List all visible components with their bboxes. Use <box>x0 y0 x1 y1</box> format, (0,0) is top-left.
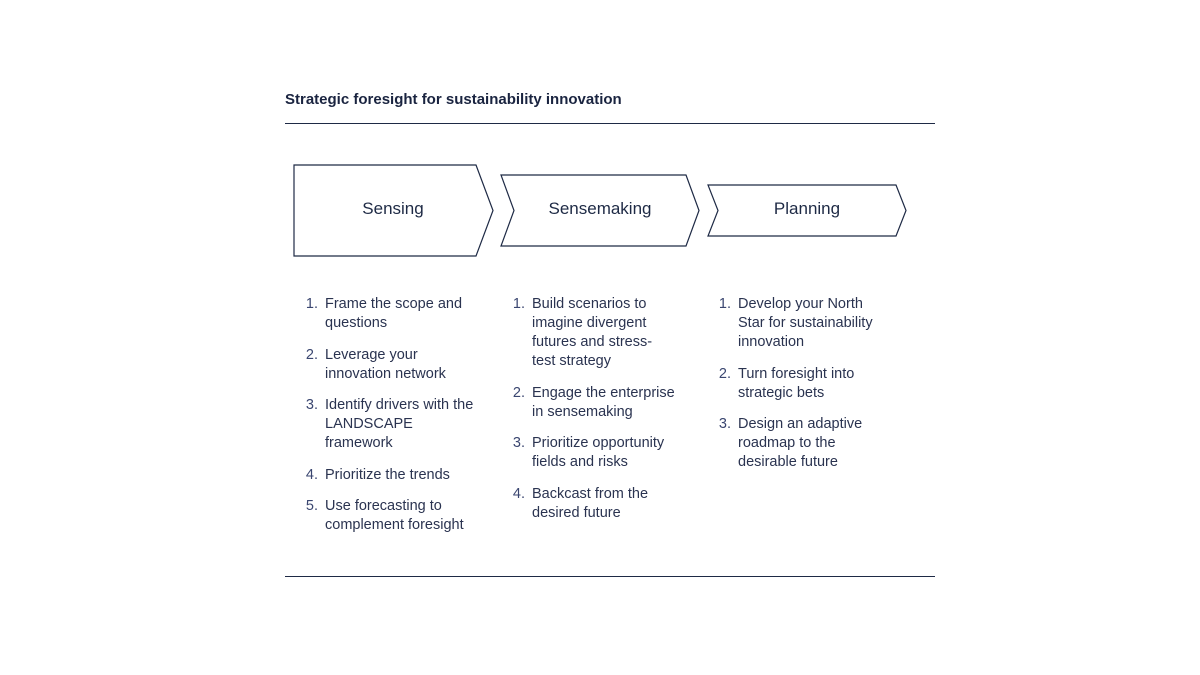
sensing-steps <box>285 295 475 548</box>
chevron-sensing-label: Sensing <box>362 199 424 218</box>
step-text: Identify drivers with the LANDSCAPE framework <box>325 397 474 451</box>
list-item <box>285 497 475 535</box>
chevron-sensemaking-label: Sensemaking <box>548 199 652 218</box>
list-item <box>492 384 682 422</box>
step-text: Engage the enterprise in sensemaking <box>532 384 675 420</box>
step-number: 3. <box>718 416 731 432</box>
chevron-planning-label: Planning <box>773 199 841 218</box>
step-text: Design an adaptive roadmap to the desirable future <box>738 416 863 470</box>
list-item <box>285 466 475 485</box>
list-item <box>492 434 682 472</box>
list-item <box>285 295 475 333</box>
step-number: 4. <box>512 485 525 502</box>
step-text: Frame the scope and questions <box>325 296 463 331</box>
step-text: Develop your North Star for sustainability innovation <box>738 296 873 350</box>
list-item <box>492 295 682 371</box>
step-number: 3. <box>512 435 525 451</box>
list-item <box>492 485 682 523</box>
step-text: Use forecasting to complement foresight <box>325 498 464 533</box>
step-number: 5. <box>305 498 318 514</box>
step-number: 1. <box>718 296 731 312</box>
step-number: 1. <box>305 296 318 312</box>
list-item <box>698 365 888 403</box>
step-number: 1. <box>512 296 525 312</box>
bottom-divider <box>285 576 935 577</box>
step-number: 2. <box>305 346 318 363</box>
step-text: Leverage your innovation network <box>325 346 446 382</box>
sensemaking-steps <box>492 295 682 535</box>
list-item <box>698 295 888 352</box>
step-text: Turn foresight into strategic bets <box>738 365 855 401</box>
step-text: Build scenarios to imagine divergent futures and stress-test strategy <box>532 296 653 369</box>
step-number: 2. <box>718 365 731 382</box>
figure-title: Strategic foresight for sustainability innovation <box>285 91 622 108</box>
list-item <box>285 346 475 384</box>
step-number: 3. <box>305 397 318 413</box>
step-text: Prioritize opportunity fields and risks <box>532 435 665 470</box>
planning-steps <box>698 295 888 485</box>
step-number: 2. <box>512 384 525 401</box>
list-item <box>285 396 475 453</box>
step-text: Prioritize the trends <box>325 466 450 483</box>
list-item <box>698 415 888 472</box>
step-number: 4. <box>305 466 318 483</box>
step-text: Backcast from the desired future <box>532 485 649 521</box>
